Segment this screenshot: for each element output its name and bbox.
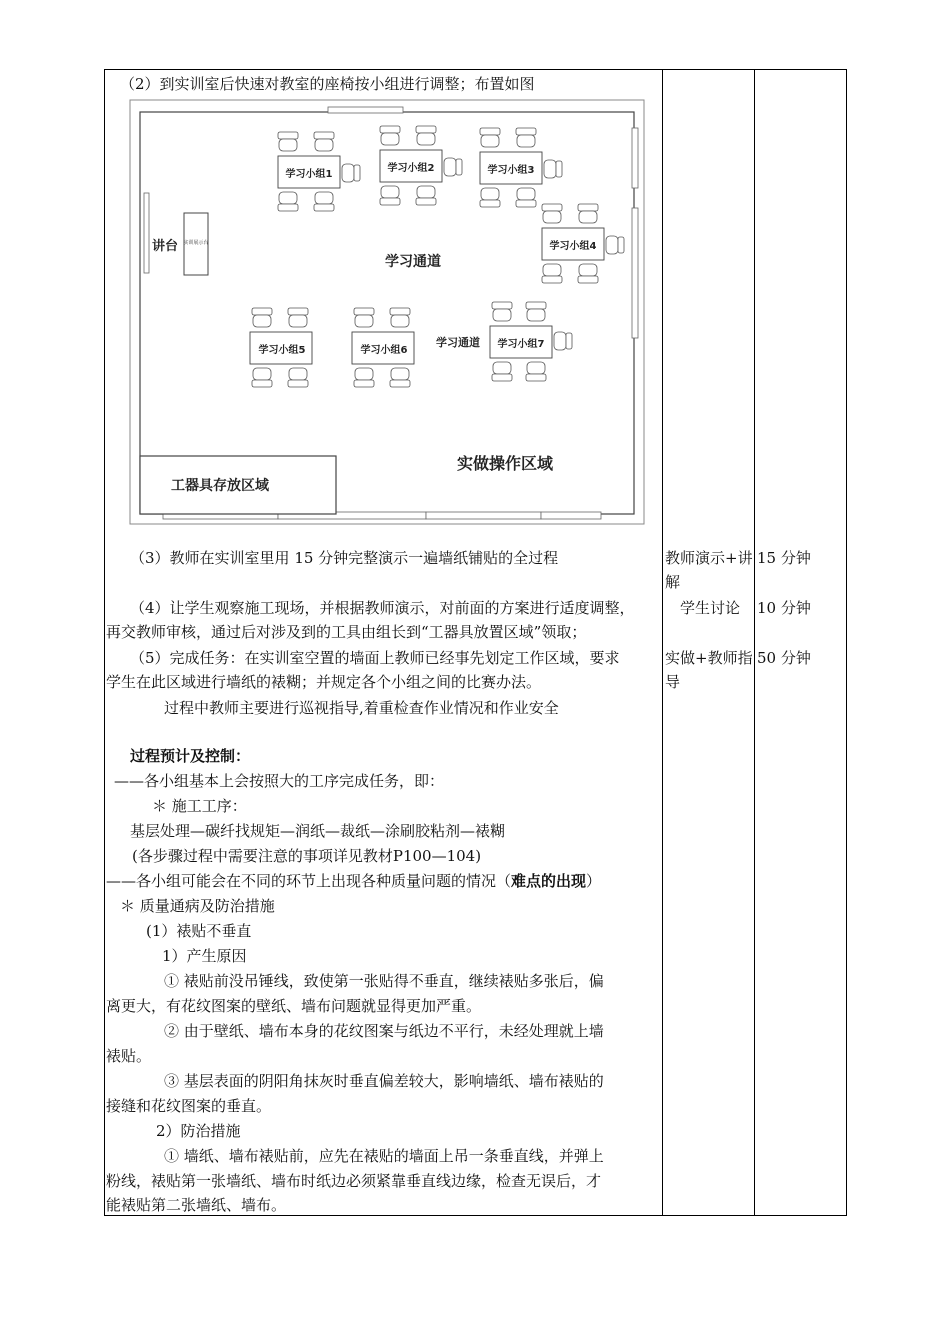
step3-text: （3）教师在实训室里用 15 分钟完整演示一遍墙纸铺贴的全过程 <box>130 549 559 567</box>
line-e-bold: 难点的出现 <box>511 872 587 890</box>
line-e-pre: ——各小组可能会在不同的环节上出现各种质量问题的情况（ <box>106 872 512 890</box>
control-title: 过程预计及控制： <box>130 747 251 765</box>
line-f: ＊ 质量通病及防治措施 <box>120 897 275 915</box>
line-g: (1）裱贴不垂直 <box>146 922 252 940</box>
small-aisle-label: 学习通道 <box>436 336 480 349</box>
line-e <box>106 869 601 893</box>
line-i: 2）防治措施 <box>156 1122 241 1140</box>
podium-label: 讲台 <box>152 239 179 254</box>
measure1-line2: 粉线，裱贴第一张墙纸、墙布时纸边必须紧靠垂直线边缘，检查无误后，才 <box>106 1172 602 1190</box>
cause1-line2: 离更大，有花纹图案的壁纸、墙布问题就显得更加严重。 <box>106 997 482 1015</box>
cause1-line1: ① 裱贴前没吊锤线，致使第一张贴得不垂直，继续裱贴多张后，偏 <box>164 972 604 990</box>
teacher-desk-label: 实训展示台 <box>183 240 209 246</box>
column-divider-method <box>662 69 663 1216</box>
group-5-label: 学习小组5 <box>258 345 306 356</box>
step4-line2: 再交教师审核，通过后对涉及到的工具由组长到“工器具放置区域”领取； <box>106 623 587 641</box>
method-practice: 实做+教师指导 <box>665 649 753 691</box>
step2-text: （2）到实训室后快速对教室的座椅按小组进行调整；布置如图 <box>120 75 535 93</box>
line-e-post: ） <box>586 872 602 890</box>
cause3-line2: 接缝和花纹图案的垂直。 <box>106 1097 272 1115</box>
classroom-layout-diagram <box>128 98 648 528</box>
group-1-label: 学习小组1 <box>285 169 333 180</box>
method-demo: 教师演示+讲解 <box>665 549 753 591</box>
line-b: ＊ 施工工序： <box>152 797 247 815</box>
time-50: 50 分钟 <box>757 649 811 667</box>
cause2-line1: ② 由于壁纸、墙布本身的花纹图案与纸边不平行，未经处理就上墙 <box>164 1022 604 1040</box>
tool-area-label: 工器具存放区域 <box>171 478 269 494</box>
group-4-label: 学习小组4 <box>549 241 597 252</box>
cause3-line1: ③ 基层表面的阴阳角抹灰时垂直偏差较大，影响墙纸、墙布裱贴的 <box>164 1072 604 1090</box>
main-aisle-label: 学习通道 <box>385 254 441 270</box>
cause2-line2: 裱贴。 <box>106 1047 152 1065</box>
line-d: (各步骤过程中需要注意的事项详见教材P100—104) <box>132 847 482 865</box>
measure1-line3: 能裱贴第二张墙纸、墙布。 <box>106 1196 287 1214</box>
patrol-text: 过程中教师主要进行巡视指导,着重检查作业情况和作业安全 <box>164 699 559 717</box>
group-3-label: 学习小组3 <box>487 165 535 176</box>
step5-line2: 学生在此区域进行墙纸的裱糊；并规定各个小组之间的比赛办法。 <box>106 673 542 691</box>
group-7-label: 学习小组7 <box>497 339 545 350</box>
method-discussion: 学生讨论 <box>680 599 741 617</box>
work-area-label: 实做操作区域 <box>456 454 554 473</box>
group-6-label: 学习小组6 <box>360 345 408 356</box>
group-2-label: 学习小组2 <box>387 163 435 174</box>
step5-line1: （5）完成任务：在实训室空置的墙面上教师已经事先划定工作区域，要求 <box>130 649 620 667</box>
column-divider-time <box>754 69 755 1216</box>
time-15: 15 分钟 <box>757 549 811 567</box>
line-h: 1）产生原因 <box>162 947 247 965</box>
line-a: ——各小组基本上会按照大的工序完成任务，即： <box>114 772 445 790</box>
measure1-line1: ① 墙纸、墙布裱贴前，应先在裱贴的墙面上吊一条垂直线，并弹上 <box>164 1147 604 1165</box>
time-10: 10 分钟 <box>757 599 811 617</box>
line-c: 基层处理—碳纤找规矩—润纸—裁纸—涂刷胶粘剂—裱糊 <box>130 822 506 840</box>
step4-line1: （4）让学生观察施工现场，并根据教师演示，对前面的方案进行适度调整， <box>130 599 635 617</box>
